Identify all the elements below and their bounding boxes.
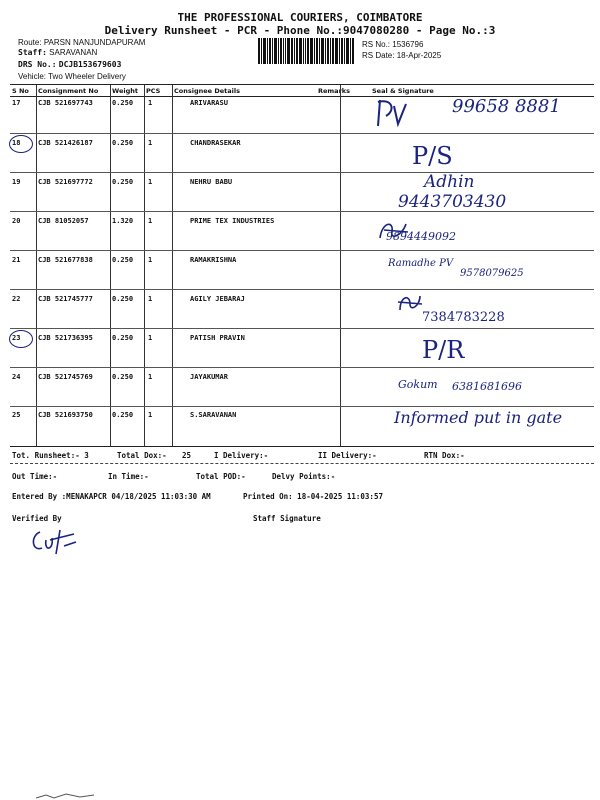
row-separator bbox=[10, 211, 594, 212]
row-separator bbox=[10, 367, 594, 368]
staff-label: Staff: bbox=[18, 48, 47, 57]
row-consignee: RAMAKRISHNA bbox=[190, 256, 237, 264]
out-time-label: Out Time:- bbox=[12, 472, 58, 481]
row-weight: 0.250 bbox=[112, 334, 134, 342]
rs-date-line bbox=[362, 51, 441, 60]
row-consignment: CJB 81052057 bbox=[38, 217, 89, 225]
total-runsheet: Tot. Runsheet:- 3 bbox=[12, 451, 89, 460]
staff-value: SARAVANAN bbox=[49, 48, 98, 57]
total-dox-value: 25 bbox=[182, 451, 192, 460]
col-divider bbox=[110, 85, 111, 446]
verified-signature-icon bbox=[30, 526, 80, 558]
row-consignment: CJB 521736395 bbox=[38, 334, 93, 342]
row-consignee: AGILY JEBARAJ bbox=[190, 295, 245, 303]
barcode-image bbox=[258, 38, 354, 64]
row-weight: 0.250 bbox=[112, 99, 134, 107]
staff-line bbox=[18, 48, 97, 57]
company-title: THE PROFESSIONAL COURIERS, COIMBATORE bbox=[177, 11, 423, 24]
row-pcs: 1 bbox=[148, 139, 153, 147]
row-consignee: S.SARAVANAN bbox=[190, 411, 237, 419]
row-consignee: PATISH PRAVIN bbox=[190, 334, 245, 342]
row-sno: 18 bbox=[12, 139, 21, 147]
handwritten-pr-row23: P/R bbox=[422, 336, 465, 364]
rs-no-line bbox=[362, 40, 423, 49]
runsheet-title: Delivery Runsheet - PCR - Phone No.:9047080280 - Page No.:3 bbox=[104, 24, 496, 37]
row-weight: 0.250 bbox=[112, 178, 134, 186]
row-weight: 0.250 bbox=[112, 411, 134, 419]
handwritten-phone-row19: 9443703430 bbox=[398, 192, 507, 212]
col-header-weight: Weight bbox=[112, 87, 138, 95]
printed-on: Printed On: 18-04-2025 11:03:57 bbox=[243, 492, 383, 501]
row-pcs: 1 bbox=[148, 217, 153, 225]
rs-date-label: RS Date: bbox=[362, 51, 395, 60]
row-consignee: NEHRU BABU bbox=[190, 178, 233, 186]
handwritten-phone-row24: 6381681696 bbox=[452, 380, 522, 393]
row-consignee: ARIVARASU bbox=[190, 99, 228, 107]
row-sno: 20 bbox=[12, 217, 21, 225]
signature-row22-icon bbox=[396, 292, 424, 314]
row-weight: 0.250 bbox=[112, 373, 134, 381]
col-header-seal: Seal & Signature bbox=[372, 87, 434, 95]
total-dox-label: Total Dox:- bbox=[117, 451, 167, 460]
scan-artifact-mark bbox=[36, 792, 96, 800]
row-weight: 0.250 bbox=[112, 139, 134, 147]
row-separator bbox=[10, 289, 594, 290]
row-sno: 22 bbox=[12, 295, 21, 303]
col-divider bbox=[144, 85, 145, 446]
handwritten-name-row24: Gokum bbox=[398, 378, 438, 391]
drs-line bbox=[18, 60, 121, 69]
col-header-sno: S No bbox=[12, 87, 29, 95]
entered-by: Entered By :MENAKAPCR 04/18/2025 11:03:30 AM bbox=[12, 492, 211, 501]
col-header-consignee: Consignee Details bbox=[174, 87, 240, 95]
col-divider bbox=[340, 85, 341, 446]
row-consignee: PRIME TEX INDUSTRIES bbox=[190, 217, 275, 225]
row-separator bbox=[10, 406, 594, 407]
vehicle-value: Two Wheeler Delivery bbox=[48, 72, 126, 81]
row-sno: 21 bbox=[12, 256, 21, 264]
rs-no-label: RS No.: bbox=[362, 40, 391, 49]
col-header-consignment: Consignment No bbox=[38, 87, 99, 95]
row23-circle-mark bbox=[9, 330, 33, 348]
totals-rule bbox=[10, 463, 594, 464]
row-pcs: 1 bbox=[148, 295, 153, 303]
handwritten-name-row21: Ramadhe PV bbox=[388, 258, 454, 269]
handwritten-remark-row25: Informed put in gate bbox=[394, 408, 563, 427]
vehicle-label: Vehicle: bbox=[18, 72, 47, 81]
row-pcs: 1 bbox=[148, 256, 153, 264]
route-label: Route: bbox=[18, 38, 42, 47]
row-weight: 0.250 bbox=[112, 295, 134, 303]
row-pcs: 1 bbox=[148, 334, 153, 342]
row-separator bbox=[10, 328, 594, 329]
ii-delivery-label: II Delivery:- bbox=[318, 451, 377, 460]
col-header-remarks: Remarks bbox=[318, 87, 350, 95]
row-consignment: CJB 521697772 bbox=[38, 178, 93, 186]
row-consignment: CJB 521426187 bbox=[38, 139, 93, 147]
row-sno: 17 bbox=[12, 99, 21, 107]
handwritten-name-row19: Adhin bbox=[424, 172, 475, 192]
row-consignee: JAYAKUMAR bbox=[190, 373, 228, 381]
route-value: PARSN NANJUNDAPURAM bbox=[43, 38, 146, 47]
col-divider bbox=[172, 85, 173, 446]
row-separator bbox=[10, 172, 594, 173]
row-pcs: 1 bbox=[148, 99, 153, 107]
row-consignment: CJB 521693750 bbox=[38, 411, 93, 419]
table-bottom-rule bbox=[10, 446, 594, 447]
drs-value: DCJB153679603 bbox=[58, 60, 122, 69]
row-sno: 19 bbox=[12, 178, 21, 186]
row-consignment: CJB 521697743 bbox=[38, 99, 93, 107]
row-consignment: CJB 521677838 bbox=[38, 256, 93, 264]
row-weight: 0.250 bbox=[112, 256, 134, 264]
handwritten-phone-row17: 99658 8881 bbox=[452, 96, 561, 117]
row-sno: 25 bbox=[12, 411, 21, 419]
rtn-dox-label: RTN Dox:- bbox=[424, 451, 465, 460]
route-line bbox=[18, 38, 145, 47]
row18-circle-mark bbox=[9, 135, 33, 153]
row-weight: 1.320 bbox=[112, 217, 134, 225]
drs-label: DRS No.: bbox=[18, 60, 57, 69]
rs-date-value: 18-Apr-2025 bbox=[396, 51, 442, 60]
row-pcs: 1 bbox=[148, 411, 153, 419]
staff-signature-label: Staff Signature bbox=[253, 514, 321, 523]
handwritten-phone-row22: 7384783228 bbox=[422, 310, 505, 325]
vehicle-line bbox=[18, 72, 126, 81]
row-consignment: CJB 521745777 bbox=[38, 295, 93, 303]
handwritten-ps-row18: P/S bbox=[412, 142, 453, 170]
col-header-pcs: PCS bbox=[146, 87, 161, 95]
row-consignee: CHANDRASEKAR bbox=[190, 139, 241, 147]
signature-row17-icon bbox=[374, 96, 414, 130]
in-time-label: In Time:- bbox=[108, 472, 149, 481]
table-top-rule bbox=[10, 84, 594, 85]
verified-by-label: Verified By bbox=[12, 514, 62, 523]
handwritten-phone-row21: 9578079625 bbox=[460, 268, 524, 279]
col-divider bbox=[36, 85, 37, 446]
row-pcs: 1 bbox=[148, 178, 153, 186]
delvy-points-label: Delvy Points:- bbox=[272, 472, 336, 481]
handwritten-phone-row20: 9894449092 bbox=[386, 230, 456, 243]
total-pod-label: Total POD:- bbox=[196, 472, 246, 481]
row-consignment: CJB 521745769 bbox=[38, 373, 93, 381]
rs-no-value: 1536796 bbox=[392, 40, 424, 49]
row-separator bbox=[10, 250, 594, 251]
i-delivery-label: I Delivery:- bbox=[214, 451, 269, 460]
row-sno: 24 bbox=[12, 373, 21, 381]
row-pcs: 1 bbox=[148, 373, 153, 381]
row-separator bbox=[10, 133, 594, 134]
row-sno: 23 bbox=[12, 334, 21, 342]
